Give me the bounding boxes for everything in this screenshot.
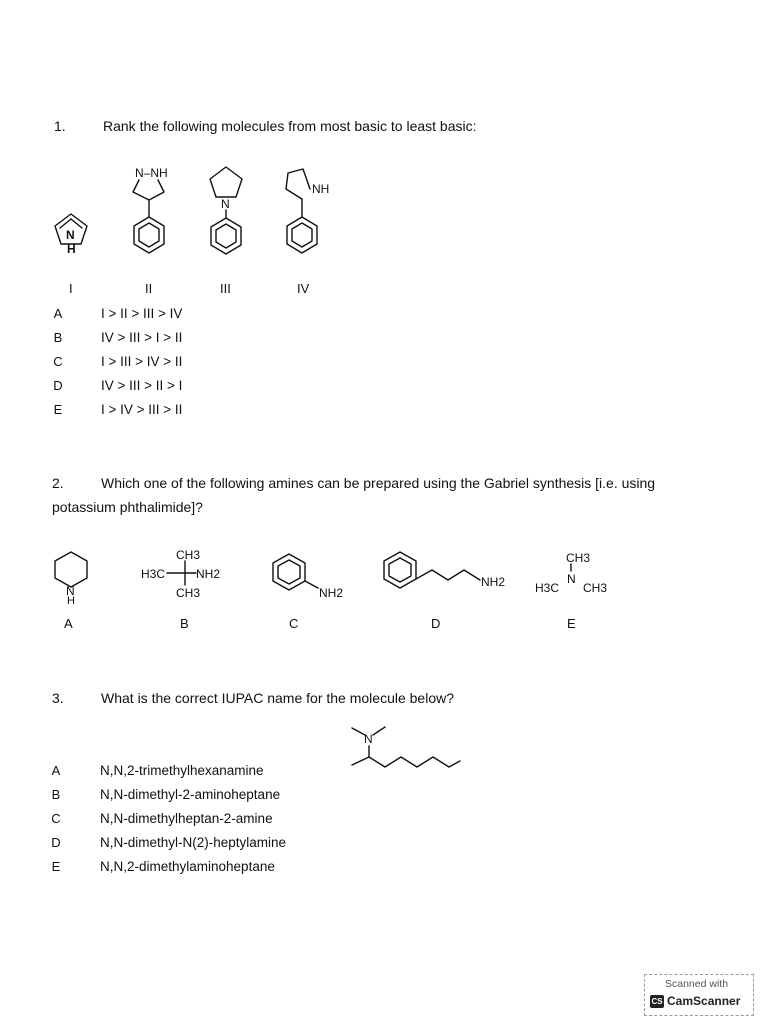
q2-D-atom-NH2: NH2: [481, 575, 506, 589]
q3-option-letter: E: [51, 859, 61, 874]
q2-structure-A: [55, 552, 87, 607]
q1-option-letter: C: [53, 354, 63, 369]
q3-option-letter: C: [51, 811, 61, 826]
q2-B-atom-CH3-bottom: CH3: [176, 586, 201, 600]
q1-option-text: I > II > III > IV: [101, 306, 183, 321]
q2-number: 2.: [52, 475, 64, 491]
q2-label-B: B: [180, 616, 189, 631]
q2-label-C: C: [289, 616, 299, 631]
q1-option-text: IV > III > II > I: [101, 378, 183, 393]
q1-number: 1.: [54, 118, 66, 134]
q3-option-text: N,N-dimethyl-N(2)-heptylamine: [100, 835, 287, 850]
q1-molecule-IV: [286, 169, 329, 253]
q2-B-atom-CH3-top: CH3: [176, 548, 201, 562]
watermark-caption: Scanned with: [665, 978, 729, 990]
q1-I-atom-H: H: [67, 242, 76, 256]
q2-prompt-line2: potassium phthalimide]?: [52, 499, 203, 515]
camscanner-logo-icon: CS: [651, 997, 663, 1006]
q1-label-IV: IV: [297, 281, 310, 296]
q2-prompt-line1: Which one of the following amines can be prepared using the Gabriel synthesis [i.e. using: [101, 475, 656, 491]
q1-molecule-II: [133, 166, 168, 253]
q1-option-text: IV > III > I > II: [101, 330, 183, 345]
q3-option-letter: B: [51, 787, 61, 802]
q2-structure-E: [535, 551, 607, 595]
q2-B-atom-H3C: H3C: [141, 567, 166, 581]
q2-label-E: E: [567, 616, 576, 631]
q2-E-atom-CH3-top: CH3: [566, 551, 591, 565]
q1-IV-atom-NH: NH: [312, 182, 330, 196]
q1-option-letter: B: [53, 330, 63, 345]
q3-option-text: N,N-dimethylheptan-2-amine: [100, 811, 273, 826]
q1-option-letter: A: [53, 306, 63, 321]
q3-number: 3.: [52, 690, 64, 706]
q1-option-letter: D: [53, 378, 63, 393]
q2-structure-B: [141, 548, 220, 600]
q2-E-atom-H3C: H3C: [535, 581, 560, 595]
q1-molecule-I: [55, 214, 87, 256]
q2-structure-D: [384, 552, 505, 589]
q3-option-letter: A: [51, 763, 61, 778]
q2-A-atom-H: H: [67, 595, 75, 607]
q2-structure-C: [273, 554, 343, 600]
q2-structures: [0, 540, 768, 610]
q2-C-atom-NH2: NH2: [319, 586, 344, 600]
q2-E-atom-N: N: [567, 572, 576, 586]
q1-prompt: Rank the following molecules from most basic to least basic:: [103, 118, 477, 134]
q2-label-A: A: [64, 616, 73, 631]
q1-III-atom-N: N: [221, 197, 230, 211]
camscanner-watermark: [644, 974, 754, 1016]
q2-B-atom-NH2: NH2: [196, 567, 221, 581]
q1-option-text: I > III > IV > II: [101, 354, 183, 369]
q2-label-D: D: [431, 616, 441, 631]
q1-label-II: II: [145, 281, 153, 296]
q1-option-letter: E: [53, 402, 63, 417]
q2-A-atom-N: N: [66, 584, 75, 598]
q2-E-atom-CH3-right: CH3: [583, 581, 608, 595]
q3-option-text: N,N,2-dimethylaminoheptane: [100, 859, 275, 874]
q1-label-III: III: [220, 281, 231, 296]
q3-option-text: N,N,2-trimethylhexanamine: [100, 763, 264, 778]
q3-option-letter: D: [51, 835, 61, 850]
q1-structures: [0, 155, 768, 290]
q1-I-atom-N: N: [66, 228, 75, 242]
q1-option-text: I > IV > III > II: [101, 402, 183, 417]
q1-molecule-III: [210, 167, 242, 254]
q3-atom-N: N: [364, 732, 373, 746]
q1-label-I: I: [69, 281, 73, 296]
q1-II-atom-NNH: N–NH: [135, 166, 168, 180]
q3-structure: [340, 715, 470, 775]
q3-prompt: What is the correct IUPAC name for the molecule below?: [101, 690, 455, 706]
watermark-brand: CamScanner: [667, 994, 741, 1008]
q3-option-text: N,N-dimethyl-2-aminoheptane: [100, 787, 281, 802]
